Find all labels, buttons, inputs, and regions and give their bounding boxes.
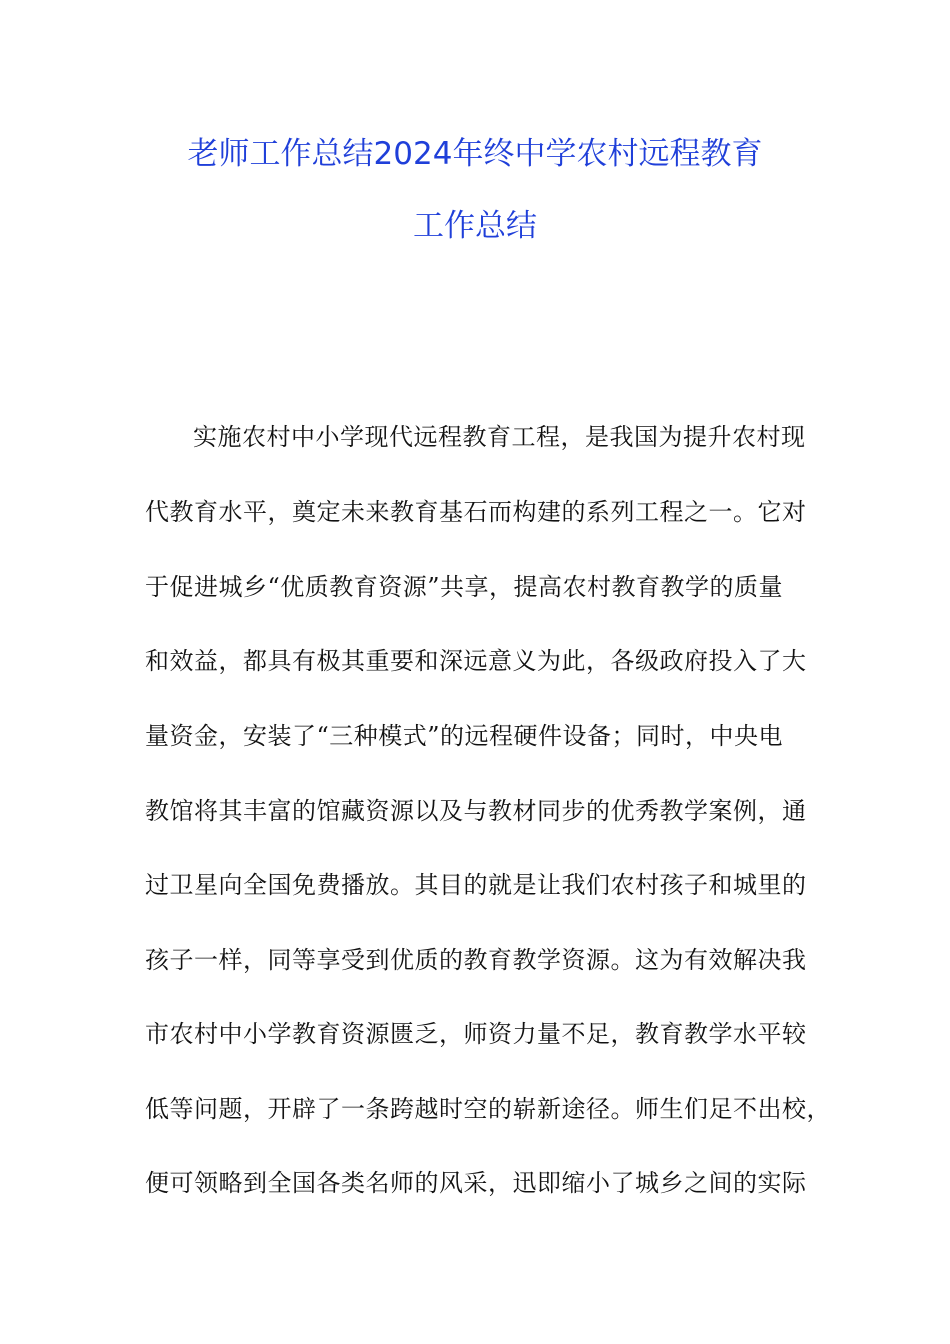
body-line-3: 于促进城乡“优质教育资源”共享，提高农村教育教学的质量 [145, 573, 784, 601]
body-line-11: 便可领略到全国各类名师的风采，迅即缩小了城乡之间的实际 [145, 1169, 807, 1197]
body-line-9: 市农村中小学教育资源匮乏，师资力量不足，教育教学水平较 [145, 1020, 807, 1048]
document-title-line-1: 老师工作总结2024年终中学农村远程教育 [187, 136, 763, 172]
body-line-10: 低等问题，开辟了一条跨越时空的崭新途径。师生们足不出校， [145, 1095, 831, 1123]
body-line-7: 过卫星向全国免费播放。其目的就是让我们农村孩子和城里的 [145, 871, 807, 899]
body-line-4: 和效益，都具有极其重要和深远意义为此，各级政府投入了大 [145, 647, 807, 675]
body-line-1: 实施农村中小学现代远程教育工程，是我国为提升农村现 [193, 423, 806, 451]
body-line-5: 量资金，安装了“三种模式”的远程硬件设备；同时，中央电 [145, 722, 784, 750]
document-title-line-2: 工作总结 [413, 208, 537, 244]
body-line-2: 代教育水平，奠定未来教育基石而构建的系列工程之一。它对 [145, 498, 807, 526]
body-line-8: 孩子一样，同等享受到优质的教育教学资源。这为有效解决我 [145, 946, 807, 974]
body-line-6: 教馆将其丰富的馆藏资源以及与教材同步的优秀教学案例，通 [145, 797, 807, 825]
